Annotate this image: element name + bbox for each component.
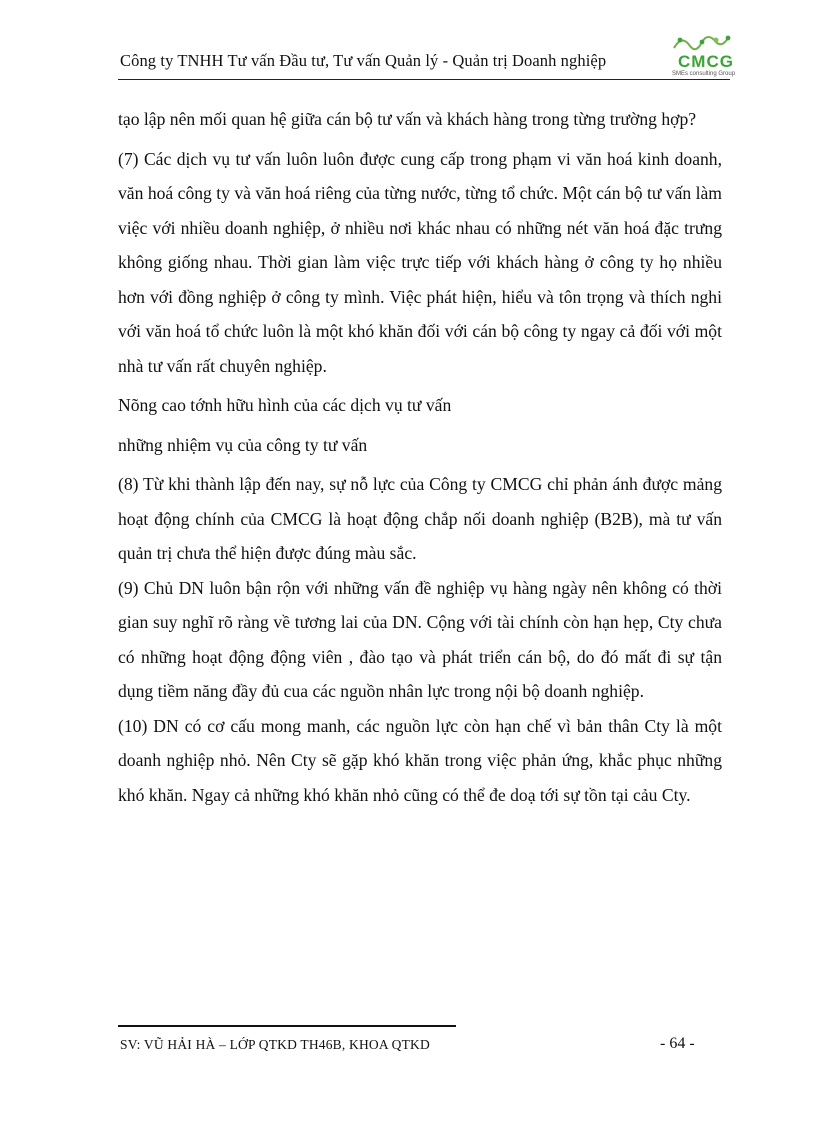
page-number: - 64 - — [660, 1035, 695, 1052]
paragraph-item-7: (7) Các dịch vụ tư vấn luôn luôn được cung cấp trong phạm vi văn hoá kinh doanh, văn hoá công ty và văn hoá riêng của từng nước, từng tổ chức. Một cán bộ tư vấn làm việc với nhiều doanh nghiệp, ở nhiều nơi khác nhau có những nét văn hoá đặc trưng không giống nhau. Thời gian làm việc trực tiếp với khách hàng ở công ty họ nhiều hơn với đồng nghiệp ở công ty mình. Việc phát hiện, hiểu và tôn trọng và thích nghi với văn hoá tổ chức luôn là một khó khăn đối với cán bộ công ty ngay cả đối với một nhà tư vấn rất chuyên nghiệp. — [118, 148, 722, 376]
logo-subtext: SMEs consulting Group — [672, 71, 736, 77]
paragraph-item-10: (10) DN có cơ cấu mong manh, các nguồn lực còn hạn chế vì bản thân Cty là một doanh nghiệp nhỏ. Nên Cty sẽ gặp khó khăn trong việc phản ứng, khắc phục những khó khăn. Ngay cả những khó khăn nhỏ cũng có thể đe doạ tới sự tồn tại cảu Cty. — [118, 715, 722, 805]
section-heading: Nõng cao tớnh hữu hình của các dịch vụ tư vấn — [118, 395, 452, 415]
document-body — [118, 102, 722, 812]
header-divider — [118, 79, 730, 80]
paragraph: tạo lập nên mối quan hệ giữa cán bộ tư vấn và khách hàng trong từng trường hợp? — [118, 109, 697, 129]
logo-text: CMCG — [678, 52, 734, 71]
paragraph-item-9: (9) Chủ DN luôn bận rộn với những vấn đề nghiệp vụ hàng ngày nên không có thời gian suy nghĩ rõ ràng về tương lai của DN. Cộng với tài chính còn hạn hẹp, Cty chưa có những hoạt động động viên , đào tạo và phát triển cán bộ, do đó mất đi sự tận dụng tiềm năng đầy đủ cua các nguồn nhân lực trong nội bộ doanh nghiệp. — [118, 577, 722, 701]
section-subheading: những nhiệm vụ của công ty tư vấn — [118, 434, 368, 455]
footer-divider — [118, 1025, 456, 1027]
header-title: Công ty TNHH Tư vấn Đầu tư, Tư vấn Quản lý - Quản trị Doanh nghiệp — [120, 51, 607, 70]
paragraph-item-8: (8) Từ khi thành lập đến nay, sự nỗ lực của Công ty CMCG chỉ phản ánh được mảng hoạt động chính của CMCG là hoạt động chắp nối doanh nghiệp (B2B), mà tư vấn quản trị chưa thể hiện được đúng màu sắc. — [118, 474, 722, 563]
footer-author: SV: VŨ HẢI HÀ – LỚP QTKD TH46B, KHOA QTKD — [120, 1037, 430, 1052]
